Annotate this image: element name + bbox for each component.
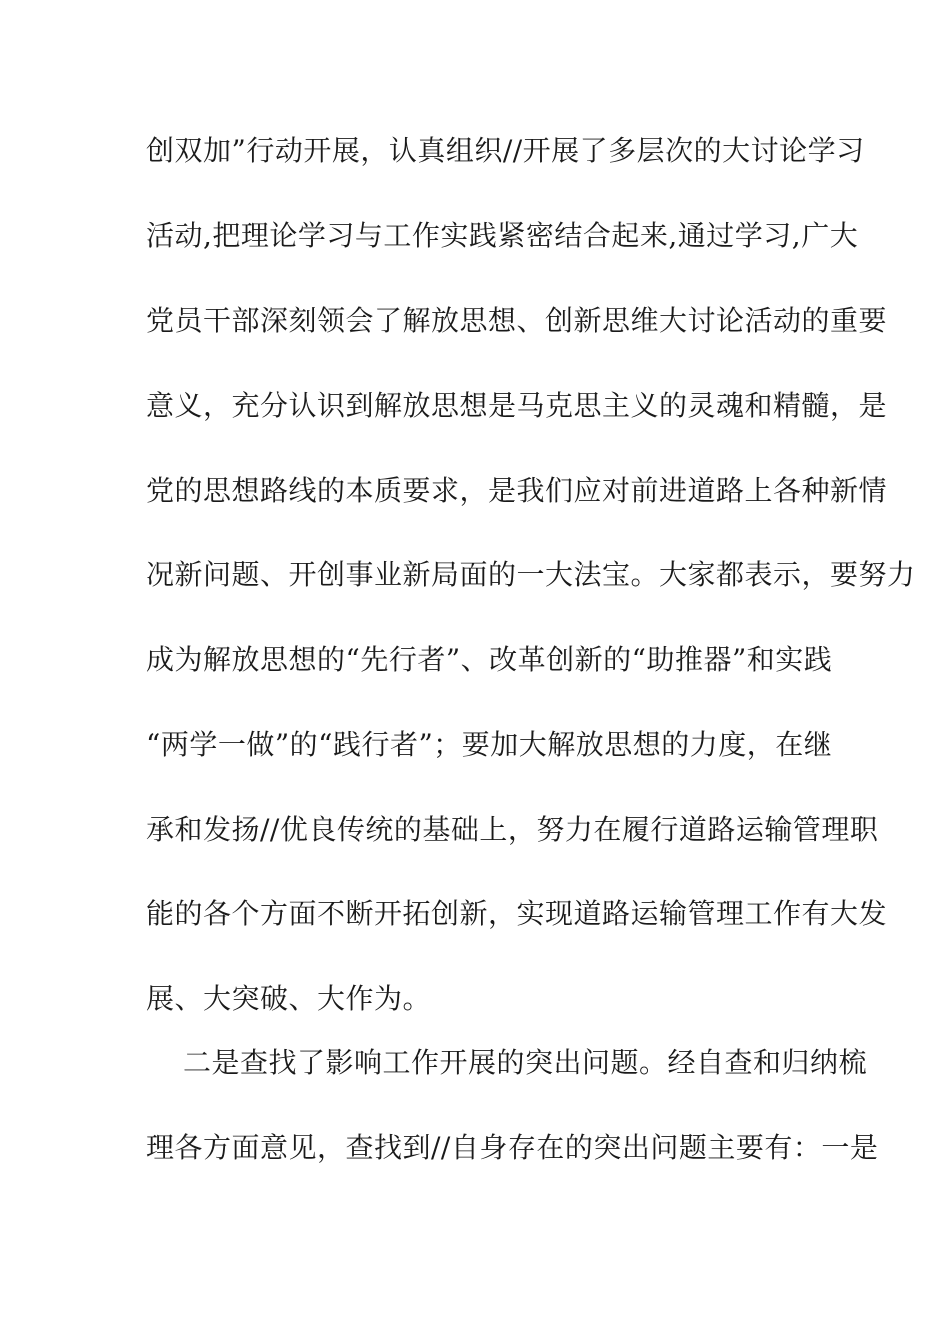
paragraph-first-line: 二是查找了影响工作开展的突出问题。经自查和归纳梳	[183, 1046, 868, 1079]
text-line: 党员干部深刻领会了解放思想、创新思维大讨论活动的重要	[146, 304, 888, 337]
text-line: 承和发扬//优良传统的基础上，努力在履行道路运输管理职	[146, 813, 879, 846]
text-line: 创双加”行动开展，认真组织//开展了多层次的大讨论学习	[146, 134, 865, 167]
text-line: 意义，充分认识到解放思想是马克思主义的灵魂和精髓，是	[146, 389, 888, 422]
text-line: 理各方面意见，查找到//自身存在的突出问题主要有：一是	[146, 1131, 879, 1164]
text-line: 展、大突破、大作为。	[146, 982, 432, 1015]
text-line: 能的各个方面不断开拓创新，实现道路运输管理工作有大发	[146, 897, 888, 930]
text-line: “两学一做”的“践行者”；要加大解放思想的力度，在继	[146, 728, 833, 761]
text-line: 党的思想路线的本质要求，是我们应对前进道路上各种新情	[146, 474, 888, 507]
text-line: 活动,把理论学习与工作实践紧密结合起来,通过学习,广大	[146, 219, 859, 252]
text-line: 况新问题、开创事业新局面的一大法宝。大家都表示，要努力	[146, 558, 916, 591]
text-line: 成为解放思想的“先行者”、改革创新的“助推器”和实践	[146, 643, 833, 676]
